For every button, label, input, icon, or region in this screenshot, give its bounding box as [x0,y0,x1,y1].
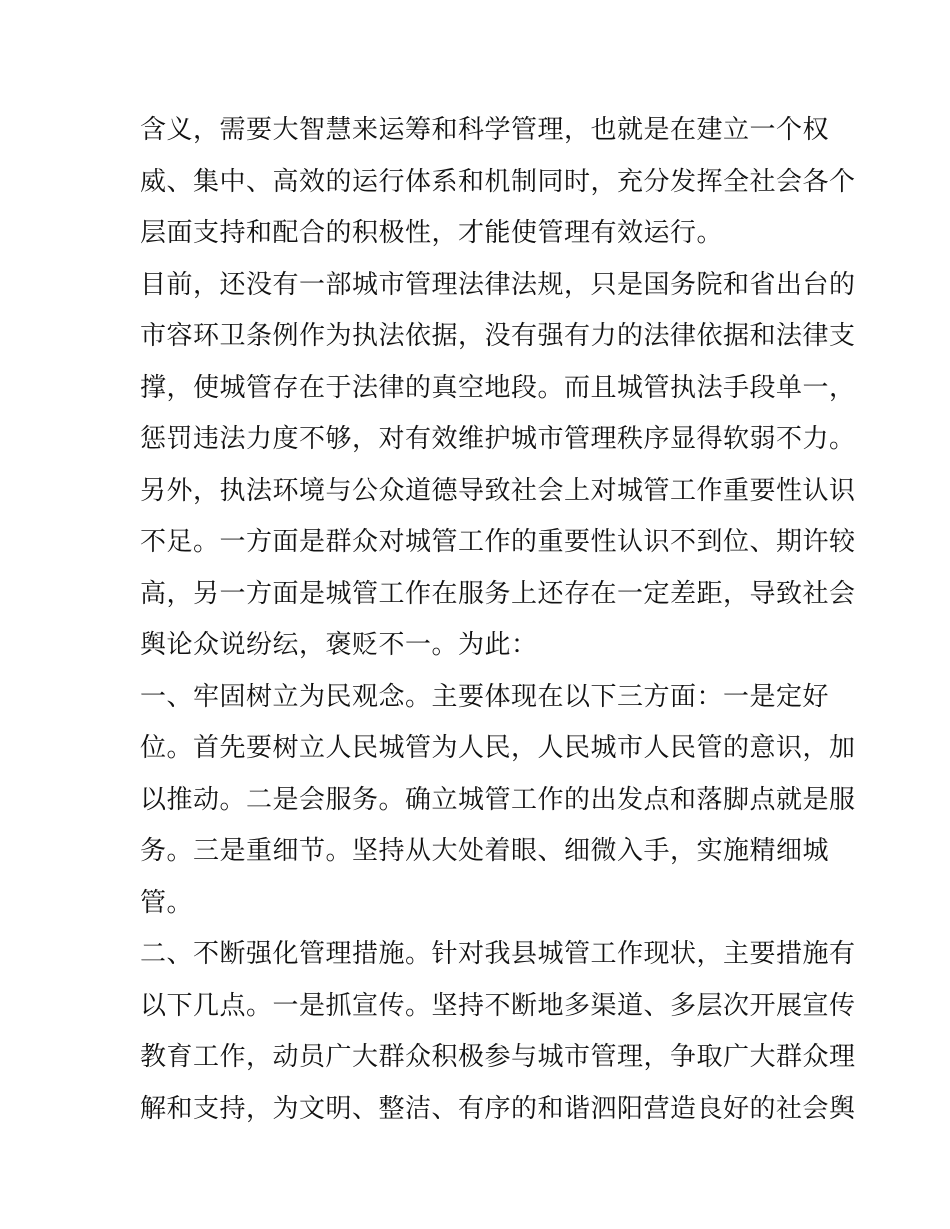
paragraph-line: 一、牢固树立为民观念。主要体现在以下三方面：一是定好 [140,681,830,712]
paragraph-line: 以下几点。一是抓宣传。坚持不断地多渠道、多层次开展宣传 [140,990,856,1021]
paragraph-line: 务。三是重细节。坚持从大处着眼、细微入手，实施精细城 [140,836,830,866]
paragraph-line: 目前，还没有一部城市管理法律法规，只是国务院和省出台的 [140,269,856,300]
paragraph-2 [140,260,856,466]
document-body [140,105,856,1135]
paragraph-line: 管。 [140,887,194,918]
paragraph-line: 二、不断强化管理措施。针对我县城管工作现状，主要措施有 [140,939,856,969]
paragraph-line: 舆论众说纷纭，褒贬不一。为此： [140,630,538,660]
paragraph-line: 不足。一方面是群众对城管工作的重要性认识不到位、期许较 [140,527,856,557]
paragraph-line: 市容环卫条例作为执法依据，没有强有力的法律依据和法律支 [140,321,856,351]
paragraph-line: 教育工作，动员广大群众积极参与城市管理，争取广大群众理 [140,1042,856,1072]
paragraph-1 [140,105,856,260]
paragraph-line: 高，另一方面是城管工作在服务上还存在一定差距，导致社会 [140,578,856,609]
paragraph-line: 层面支持和配合的积极性，才能使管理有效运行。 [140,218,724,248]
paragraph-line: 威、集中、高效的运行体系和机制同时，充分发挥全社会各个 [140,166,856,197]
paragraph-line: 解和支持，为文明、整洁、有序的和谐泗阳营造良好的社会舆 [140,1093,856,1124]
paragraph-3 [140,466,856,672]
paragraph-4 [140,672,856,930]
paragraph-line: 以推动。二是会服务。确立城管工作的出发点和落脚点就是服 [140,784,856,815]
paragraph-line: 另外，执法环境与公众道德导致社会上对城管工作重要性认识 [140,475,856,506]
paragraph-line: 位。首先要树立人民城管为人民，人民城市人民管的意识，加 [140,733,856,763]
paragraph-5 [140,929,856,1135]
paragraph-line: 含义，需要大智慧来运筹和科学管理，也就是在建立一个权 [140,115,830,145]
paragraph-line: 撑，使城管存在于法律的真空地段。而且城管执法手段单一， [140,372,856,403]
paragraph-line: 惩罚违法力度不够，对有效维护城市管理秩序显得软弱不力。 [140,424,856,454]
